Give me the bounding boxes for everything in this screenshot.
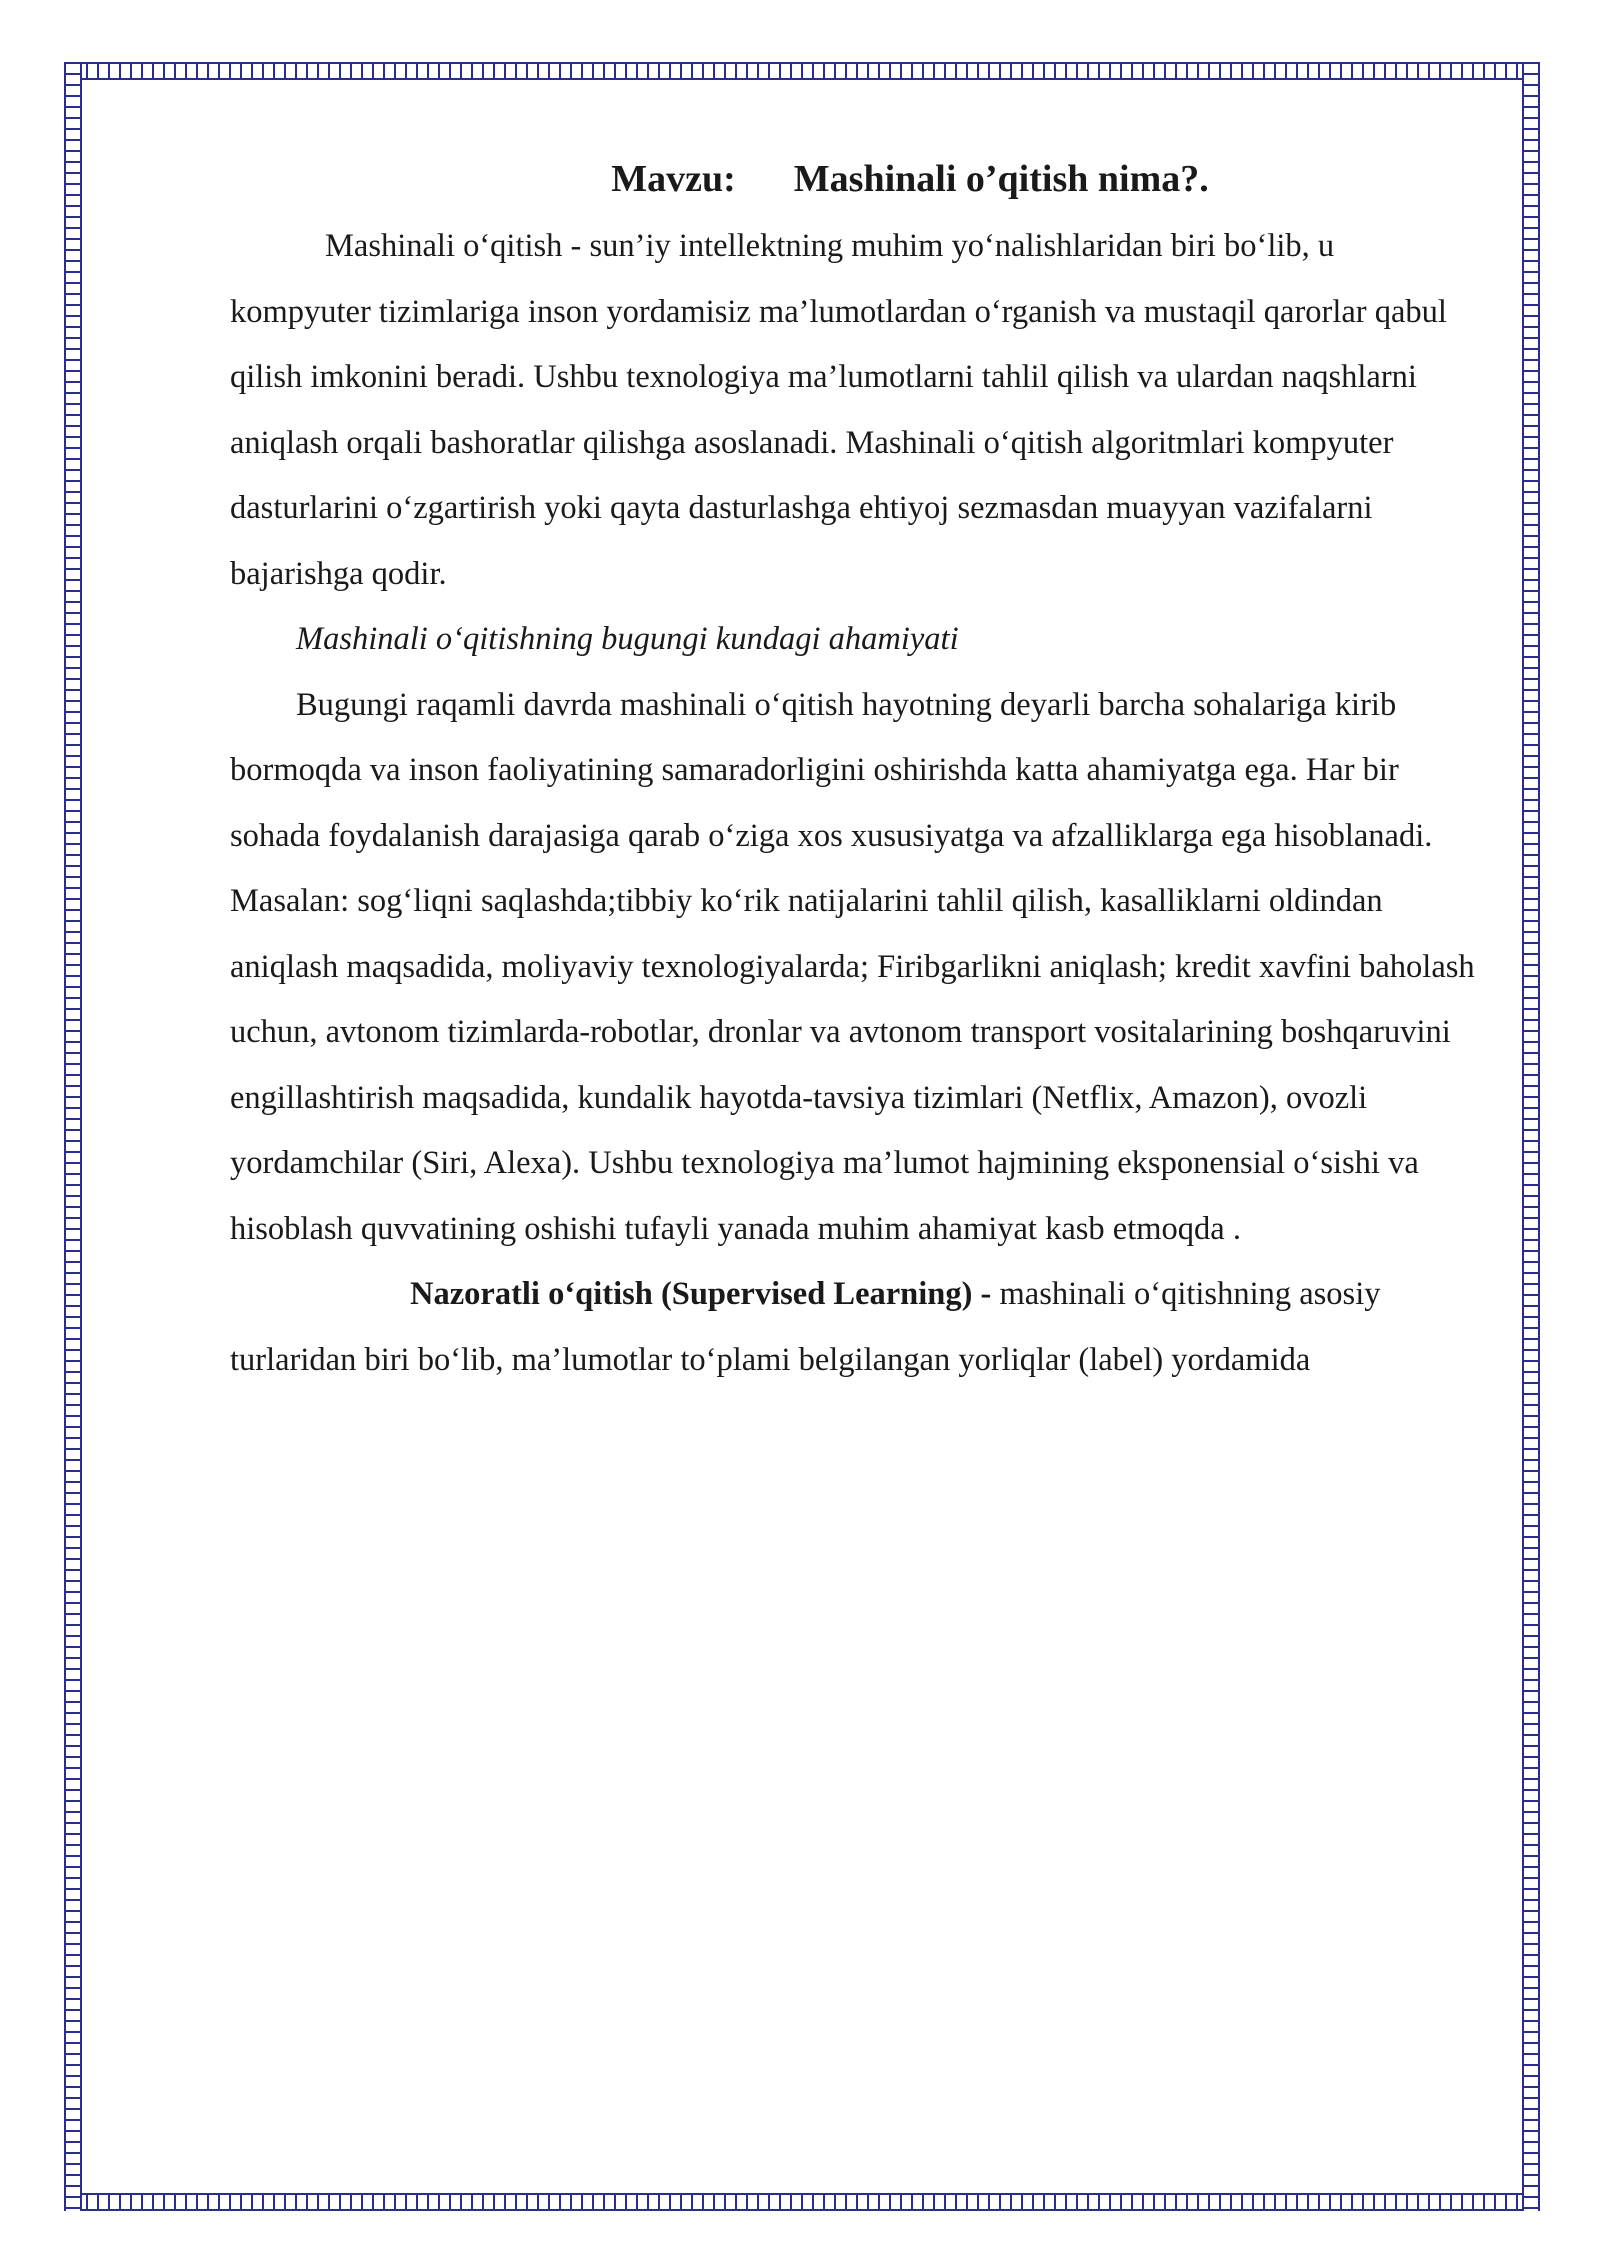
- page-title: [230, 148, 1480, 210]
- page-border-top: [64, 62, 1540, 80]
- page-border-right: [1522, 62, 1540, 2211]
- supervised-learning-term: Nazoratli o‘qitish (Supervised Learning) -: [410, 1276, 992, 1312]
- intro-paragraph: Mashinali o‘qitish - sun’iy intellektning muhim yo‘nalishlaridan biri bo‘lib, u kompyuter tizimlariga inson yordamisiz ma’lumotlardan o‘rganish va mustaqil qarorlar qabul qilish imkonini beradi. Ushbu texnologiya ma’lumotlarni tahlil qilish va ulardan naqshlarni aniqlash orqali bashoratlar qilishga asoslanadi. Mashinali o‘qitish algoritmlari kompyuter dasturlarini o‘zgartirish yoki qayta dasturlashga ehtiyoj sezmasdan muayyan vazifalarni bajarishga qodir.: [230, 228, 1447, 592]
- document-body: [230, 148, 1480, 1393]
- page-border-bottom: [64, 2193, 1540, 2211]
- title-label: Mavzu:: [611, 158, 736, 200]
- section-subheading: Mashinali o‘qitishning bugungi kundagi ahamiyati: [296, 621, 959, 657]
- title-text: Mashinali o’qitish nima?.: [793, 158, 1209, 200]
- importance-paragraph: Bugungi raqamli davrda mashinali o‘qitish hayotning deyarli barcha sohalariga kirib bormoqda va inson faoliyatining samaradorligini oshirishda katta ahamiyatga ega. Har bir sohada foydalanish darajasiga qarab o‘ziga xos xususiyatga va afzalliklarga ega hisoblanadi. Masalan: sog‘liqni saqlashda;tibbiy ko‘rik natijalarini tahlil qilish, kasalliklarni oldindan aniqlash maqsadida, moliyaviy texnologiyalarda; Firibgarlikni aniqlash; kredit xavfini baholash uchun, avtonom tizimlarda-robotlar, dronlar va avtonom transport vositalarining boshqaruvini engillashtirish maqsadida, kundalik hayotda-tavsiya tizimlari (Netflix, Amazon), ovozli yordamchilar (Siri, Alexa). Ushbu texnologiya ma’lumot hajmining eksponensial o‘sishi va hisoblash quvvatining oshishi tufayli yanada muhim ahamiyat kasb etmoqda .: [230, 686, 1475, 1247]
- supervised-learning-paragraph: [230, 1262, 1480, 1393]
- page-border-left: [64, 62, 82, 2211]
- supervised-learning-definition: mashinali o‘qitishning asosiy turlaridan biri bo‘lib, ma’lumotlar to‘plami belgilangan yorliqlar (label) yordamida: [230, 1276, 1381, 1378]
